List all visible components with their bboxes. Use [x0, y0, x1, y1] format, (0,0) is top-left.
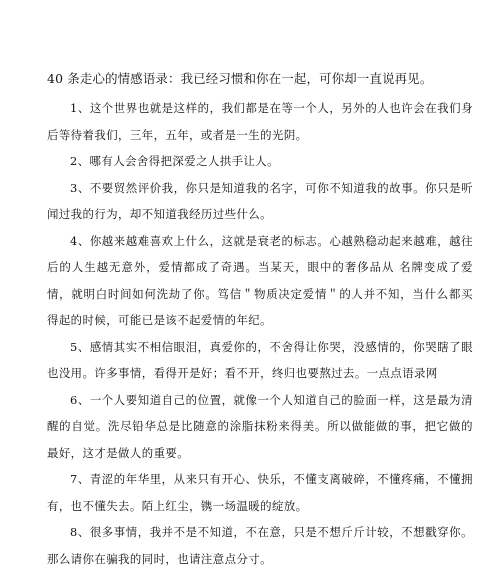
paragraph-6: 6、一个人要知道自己的位置，就像一个人知道自己的脸面一样，这是最为清醒的自觉。洗尽铅华总是比随意的涂脂抹粉来得美。所以做能做的事，把它做的最好，这才是做人的重要。 — [47, 392, 473, 460]
paragraph-3: 3、不要贸然评价我，你只是知道我的名字，可你不知道我的故事。你只是听闻过我的行为，却不知道我经历过些什么。 — [47, 180, 473, 221]
paragraph-7: 7、青涩的年华里，从来只有开心、快乐，不懂支离破碎，不懂疼痛，不懂拥有，也不懂失去。陌上红尘，镌一场温暖的绽放。 — [47, 472, 473, 513]
document-title: 40 条走心的情感语录：我已经习惯和你在一起，可你却一直说再见。 — [47, 71, 433, 86]
paragraph-4: 4、你越来越难喜欢上什么，这就是衰老的标志。心越熟稳动起来越难，越往后的人生越无意外，爱情都成了奇遇。当某天，眼中的奢侈品从 名牌变成了爱情，就明白时间如何洗劫了你。笃信＂物质决定爱情＂的人并不知，当什么都买得起的时候，可能已是该不起爱情的年纪。 — [47, 233, 473, 327]
paragraph-1: 1、这个世界也就是这样的，我们都是在等一个人，另外的人也许会在我们身后等待着我们，三年，五年，或者是一生的光阴。 — [47, 101, 473, 142]
paragraph-8: 8、很多事情，我并不是不知道，不在意，只是不想斤斤计较，不想戳穿你。那么请你在骗我的同时，也请注意点分寸。 — [47, 525, 473, 566]
paragraph-5: 5、感情其实不相信眼泪，真爱你的，不舍得让你哭，没感情的，你哭瞎了眼也没用。许多事情，看得开是好；看不开，终归也要熬过去。一点点语录网 — [47, 339, 473, 380]
paragraph-2: 2、哪有人会舍得把深爱之人拱手让人。 — [70, 154, 279, 168]
